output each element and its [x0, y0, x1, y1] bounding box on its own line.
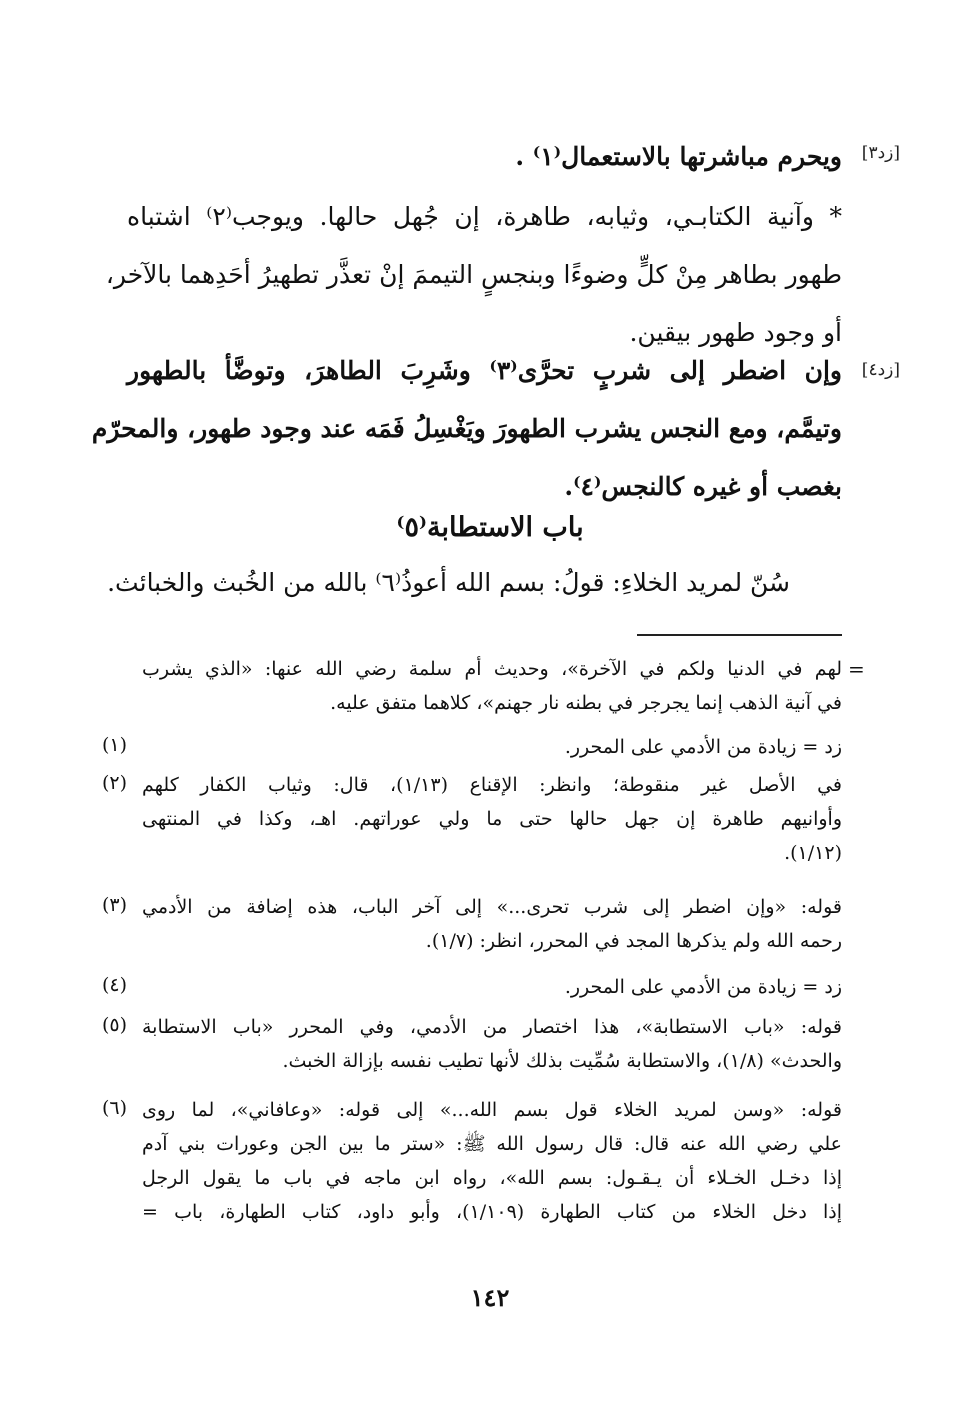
paragraph-4: سُنّ لمريد الخلاءِ: قولُ: بسم الله أعوذُ⁽٦⁾ بالله من الخُبث والخبائث. [107, 568, 790, 597]
footnote-number: (٦) [102, 1097, 128, 1119]
page-number: ١٤٢ [470, 1283, 510, 1312]
footnote-4 [142, 970, 842, 1004]
footnote-6 [142, 1093, 842, 1229]
footnote-1 [142, 730, 842, 764]
paragraph-3-line: بغصب أو غيره كالنجس⁽٤⁾. [564, 472, 842, 501]
footnote-number: (٢) [102, 772, 128, 794]
paragraph-2-line: * وآنية الكتابـي، وثيابه، طاهرة، إن جُهل حالها. ويوجب⁽٢⁾ اشتباه [127, 202, 842, 231]
footnote-5 [142, 1010, 842, 1078]
paragraph-2-line: طهور بطاهر مِنْ كلٍّ وضوءًا وبنجسٍ التيممَ إنْ تعذَّر تطهيرُ أحَدِهما بالآخر، [105, 260, 842, 289]
footnote-line: علي رضي الله عنه قال: قال رسول الله ﷺ: «ستر ما بين الجن وعورات بني آدم [142, 1133, 842, 1155]
paragraph-1: ويحرم مباشرتها بالاستعمال⁽١⁾ . [515, 142, 842, 171]
footnote-line: قوله: «باب الاستطابة»، هذا اختصار من الأدمي، وفي المحرر «باب الاستطابة [142, 1016, 842, 1038]
footnote-line: وأوانيهم طاهرة إن جهل حالها حتى ما ولي عوراتهم. اهـ، وكذا في المنتهى [142, 808, 842, 830]
continuation-marker: = [848, 657, 865, 681]
footnote-line: إذا دخل الخلاء من كتاب الطهارة (١/١٠٩)، وأبو داود، كتاب الطهارة، باب = [142, 1201, 842, 1223]
footnote-line: إذا دخـل الخـلاء أن يـقـول: بسم الله»، رواه ابن ماجه في باب ما يقول الرجل [142, 1167, 842, 1189]
addition-tag: [زد٤] [861, 360, 900, 380]
footnote-number: (٤) [102, 974, 128, 996]
addition-tag: [زد٣] [861, 143, 900, 163]
chapter-heading: باب الاستطابة⁽٥⁾ [396, 512, 584, 543]
footnote-line: قوله: «وإن اضطر إلى شرب تحرى...» إلى آخر الباب، هذه إضافة من الأدمي [142, 896, 842, 918]
footnote-3 [142, 890, 842, 958]
paragraph-2 [105, 188, 842, 362]
footnote-line: (١/١٢). [784, 842, 842, 864]
footnote-line: رحمه الله ولم يذكرها المجد في المحرر، انظر: (١/٧). [425, 930, 842, 952]
footnote-line: قوله: «وسن لمريد الخلاء قول بسم الله...» إلى قوله: «وعافاني»، لما روى [142, 1099, 842, 1121]
paragraph-3 [91, 342, 842, 516]
footnote-line: في آنية الذهب إنما يجرجر في بطنه نار جهنم»، كلاهما متفق عليه. [330, 692, 842, 714]
footnote-number: (٣) [102, 894, 128, 916]
footnote-line: والحدث» (١/٨)، والاستطابة سُمِّيت بذلك لأنها تطيب نفسه بإزالة الخبث. [282, 1050, 842, 1072]
footnote-number: (١) [102, 734, 128, 756]
footnote-separator [637, 634, 842, 636]
paragraph-2-line: أو وجود طهور بيقين. [629, 318, 842, 347]
footnote-line: في الأصل غير منقوطة؛ وانظر: الإقناع (١/١٣)، قال: وثياب الكفار كلهم [142, 774, 842, 796]
footnote-2 [142, 768, 842, 870]
footnote-line: زد = زيادة من الأدمي على المحرر. [564, 976, 842, 998]
footnote-number: (٥) [102, 1014, 128, 1036]
footnote-continuation [142, 652, 842, 720]
paragraph-3-line: وإن اضطر إلى شربٍ تحرَّى⁽٣⁾ وشَرِبَ الطاهرَ، وتوضَّأ بالطهور [127, 356, 842, 385]
footnote-line: لهم في الدنيا ولكم في الآخرة»، وحديث أم سلمة رضي الله عنها: «الذي يشرب [142, 658, 842, 680]
footnote-line: زد = زيادة من الأدمي على المحرر. [564, 736, 842, 758]
paragraph-3-line: وتيمَّم، ومع النجس يشرب الطهورَ ويَغْسِلُ فَمَه عند وجود طهور، والمحرّم [91, 414, 842, 443]
